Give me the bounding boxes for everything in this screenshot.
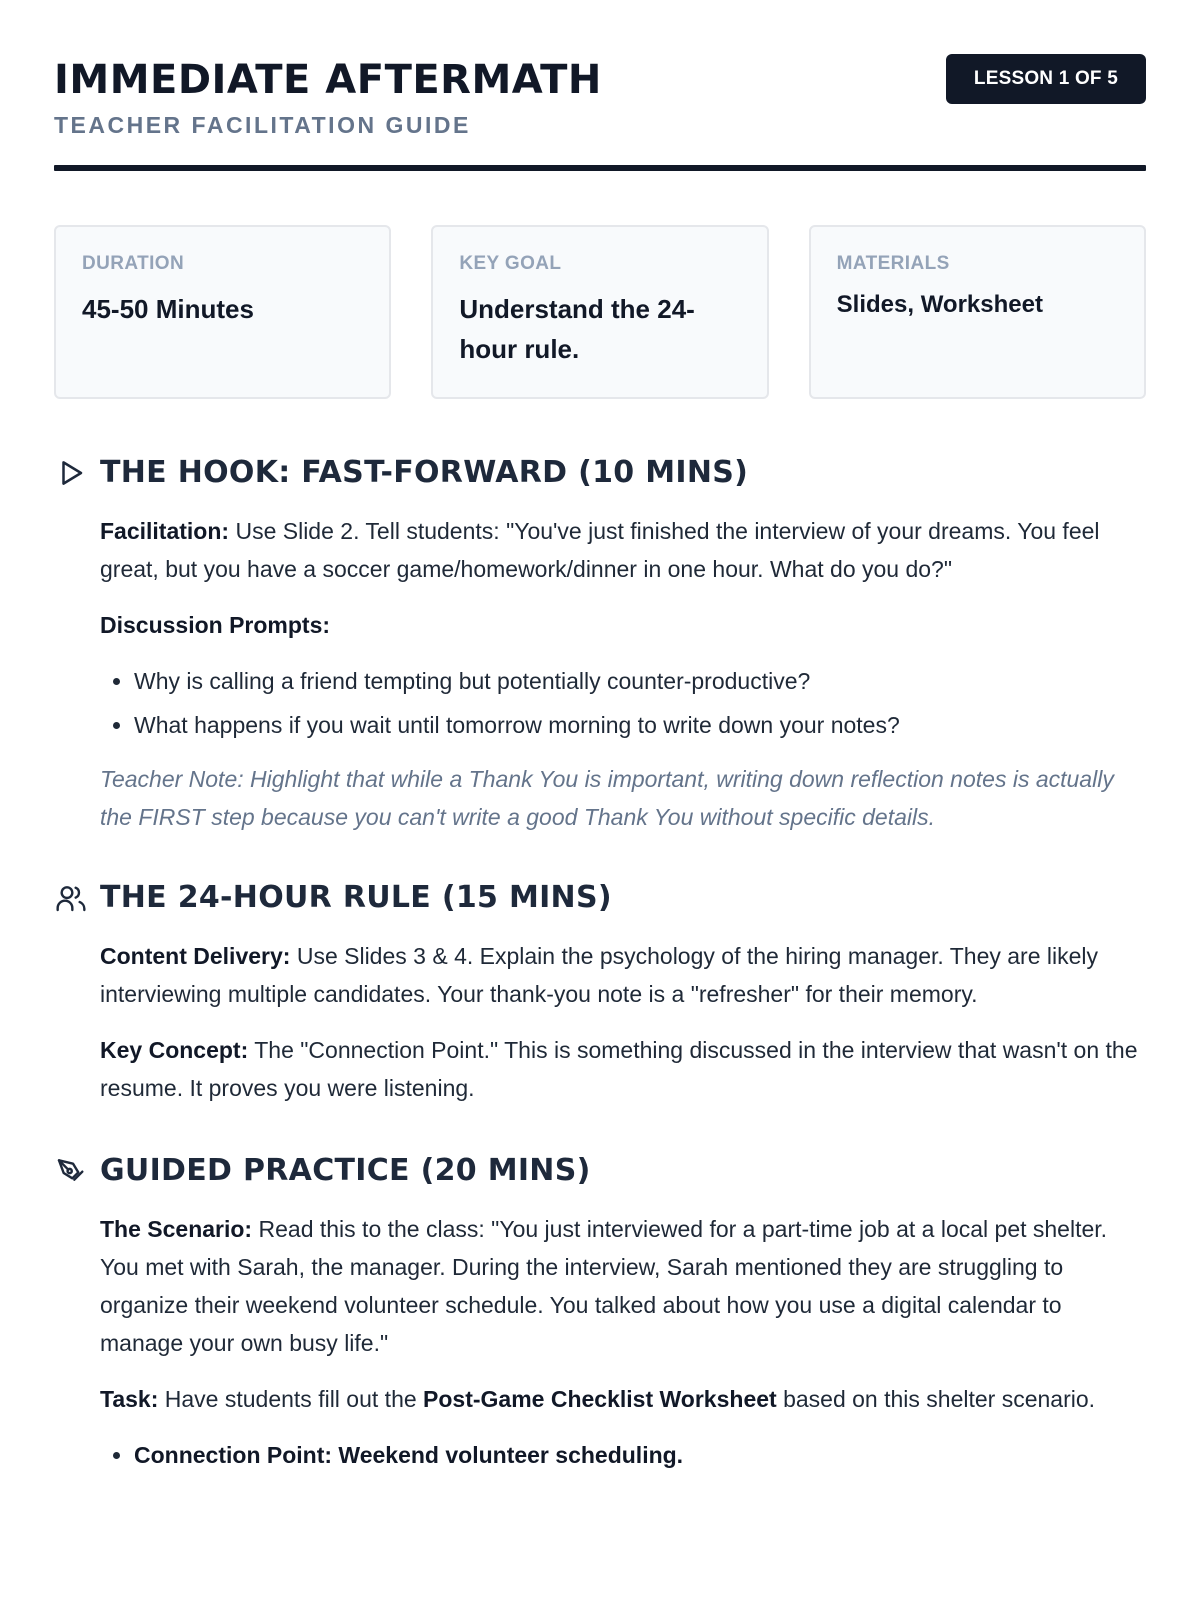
section-heading	[54, 1153, 1146, 1188]
card-value: 45-50 Minutes	[82, 294, 254, 324]
list-item	[134, 1436, 1146, 1474]
title-block	[54, 56, 602, 139]
content-delivery-paragraph	[100, 937, 1146, 1013]
concept-label: Key Concept:	[100, 1037, 249, 1063]
section-guided-practice	[54, 1153, 1146, 1474]
lesson-badge: LESSON 1 OF 5	[946, 54, 1146, 104]
card-value: Understand the 24-hour rule.	[459, 294, 695, 364]
section-title: THE 24-HOUR RULE (15 MINS)	[100, 880, 612, 915]
content-label: Content Delivery:	[100, 943, 291, 969]
scenario-label: The Scenario:	[100, 1216, 253, 1242]
prompts-list	[100, 662, 1146, 744]
scenario-text: Read this to the class: "You just interviewed for a part-time job at a local pet shelter. You met with Sarah, the manager. During the interview, Sarah mentioned they are struggling to organize their weekend volunteer schedule. You talked about how you use a digital calendar to manage your own busy life."	[100, 1216, 1108, 1356]
section-body	[100, 512, 1146, 836]
task-paragraph	[100, 1380, 1146, 1418]
info-cards	[54, 225, 1146, 399]
facilitation-paragraph	[100, 512, 1146, 588]
practice-list	[100, 1436, 1146, 1474]
section-hook	[54, 455, 1146, 836]
header-divider	[54, 165, 1146, 171]
task-text-pre: Have students fill out the	[164, 1386, 417, 1412]
connection-point-text: Connection Point: Weekend volunteer scheduling.	[134, 1442, 684, 1468]
card-label: KEY GOAL	[459, 253, 562, 274]
list-item: • Why is calling a friend tempting but potentially counter-productive?	[134, 662, 1146, 700]
content-text: Use Slides 3 & 4. Explain the psychology of the hiring manager. They are likely interviewing multiple candidates. Your thank-you note is a "refresher" for their memory.	[100, 943, 1099, 1007]
task-text-post: based on this shelter scenario.	[783, 1386, 1096, 1412]
list-item: • What happens if you wait until tomorrow morning to write down your notes?	[134, 706, 1146, 744]
scenario-paragraph	[100, 1210, 1146, 1362]
key-concept-paragraph	[100, 1031, 1146, 1107]
card-value: Slides, Worksheet	[836, 291, 1043, 318]
page-header	[54, 56, 1146, 139]
users-icon	[54, 881, 88, 915]
section-24-hour-rule	[54, 880, 1146, 1107]
teacher-note: Teacher Note: Highlight that while a Thank You is important, writing down reflection notes is actually the FIRST step because you can't write a good Thank You without specific details.	[100, 766, 1114, 830]
duration-card	[54, 225, 391, 399]
facilitation-text: Use Slide 2. Tell students: "You've just finished the interview of your dreams. You feel great, but you have a soccer game/homework/dinner in one hour. What do you do?"	[100, 518, 1100, 582]
section-heading	[54, 880, 1146, 915]
facilitation-label: Facilitation:	[100, 518, 230, 544]
key-goal-card	[431, 225, 768, 399]
card-label: DURATION	[82, 253, 185, 274]
play-icon	[54, 456, 88, 490]
page-title: IMMEDIATE AFTERMATH	[54, 57, 602, 103]
section-title: GUIDED PRACTICE (20 MINS)	[100, 1153, 591, 1188]
section-body	[100, 937, 1146, 1107]
section-heading	[54, 455, 1146, 490]
section-title: THE HOOK: FAST-FORWARD (10 MINS)	[100, 455, 749, 490]
task-label: Task:	[100, 1386, 159, 1412]
section-body	[100, 1210, 1146, 1474]
concept-text: The "Connection Point." This is something discussed in the interview that wasn't on the resume. It proves you were listening.	[100, 1037, 1138, 1101]
prompts-heading	[100, 606, 1146, 644]
page-subtitle: TEACHER FACILITATION GUIDE	[54, 112, 471, 138]
prompts-label: Discussion Prompts:	[100, 612, 331, 638]
pen-tool-icon	[54, 1154, 88, 1188]
card-label: MATERIALS	[836, 253, 950, 274]
materials-card	[809, 225, 1146, 399]
worksheet-name: Post-Game Checklist Worksheet	[423, 1386, 777, 1412]
